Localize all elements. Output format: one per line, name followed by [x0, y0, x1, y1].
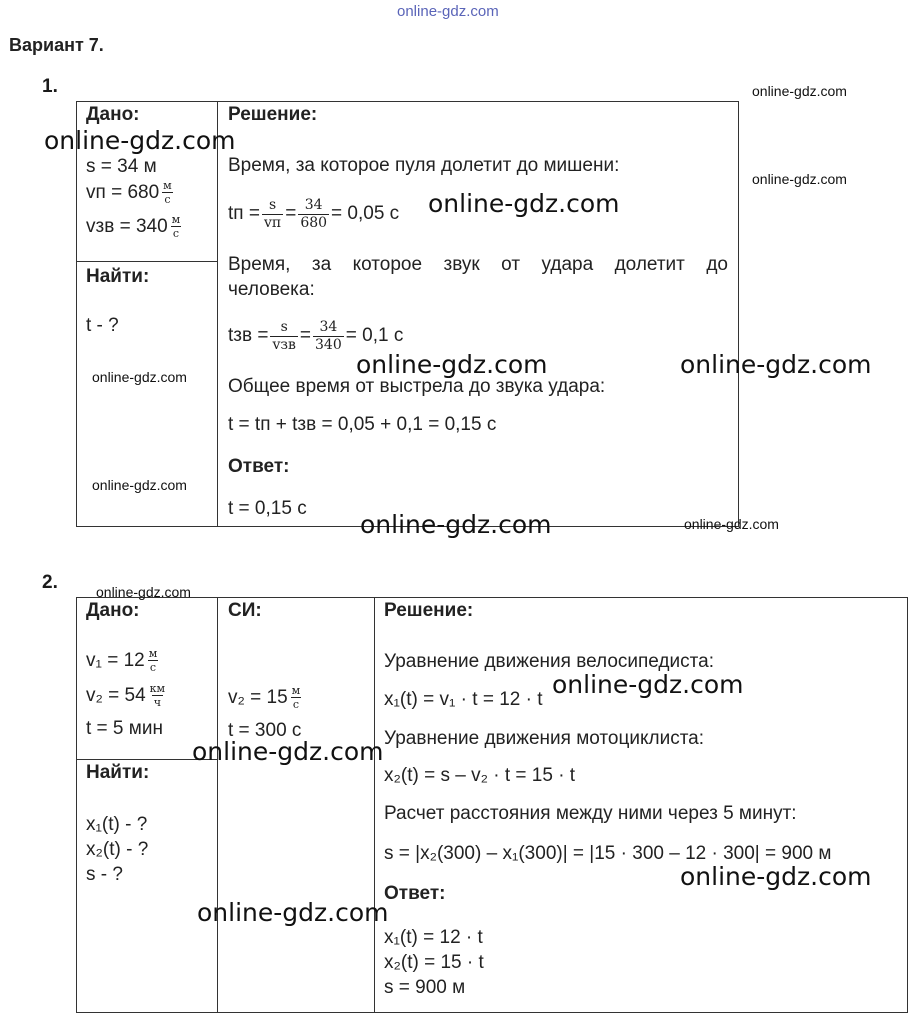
p2-si-t: t = 300 с: [228, 720, 302, 741]
p1-find-label: Найти:: [86, 266, 150, 287]
eq-rhs: = 0,1 с: [345, 325, 404, 346]
unit-den: с: [164, 193, 171, 206]
p2-answer-2: x₂(t) = 15 · t: [384, 952, 484, 973]
p1-given-vp-value: vп = 680: [86, 181, 160, 203]
p2-given-v1-value: v₁ = 12: [86, 649, 145, 671]
unit-den: ч: [153, 696, 162, 709]
watermark: online-gdz.com: [680, 350, 872, 379]
p2-given-v2: [86, 683, 169, 708]
p2-given-v2-unit: [148, 683, 167, 708]
watermark: online-gdz.com: [197, 898, 389, 927]
unit-num: км: [149, 682, 166, 695]
watermark: online-gdz.com: [44, 126, 236, 155]
p2-eq-1: x₁(t) = v₁ · t = 12 · t: [384, 689, 543, 710]
watermark: online-gdz.com: [96, 584, 191, 600]
p1-find: t - ?: [86, 315, 119, 336]
p2-solution-label: Решение:: [384, 600, 474, 621]
problem-1-number: 1.: [42, 76, 58, 97]
p2-given-v1: [86, 648, 161, 673]
unit-den: с: [292, 698, 300, 711]
num: s: [280, 318, 288, 335]
p1-given-vzv-unit: [170, 214, 183, 239]
p2-find-label: Найти:: [86, 762, 150, 783]
fraction: [270, 320, 297, 353]
p1-line-3: Общее время от выстрела до звука удара:: [228, 376, 606, 397]
p1-answer: t = 0,15 с: [228, 498, 307, 519]
den: 340: [315, 336, 342, 353]
p2-line-2: Уравнение движения мотоциклиста:: [384, 728, 705, 749]
variant-title: Вариант 7.: [9, 35, 104, 55]
p2-si-v2-value: v₂ = 15: [228, 686, 288, 708]
p1-given-vzv-value: vзв = 340: [86, 215, 168, 237]
p2-si-v2-unit: [290, 685, 303, 710]
p2-si-v2: [228, 685, 304, 710]
p2-given-label: Дано:: [86, 600, 140, 621]
watermark: online-gdz.com: [356, 350, 548, 379]
p2-answer-1: x₁(t) = 12 · t: [384, 927, 483, 948]
p1-eq-1: [228, 192, 399, 236]
p2-given-v1-unit: [147, 648, 160, 673]
watermark: online-gdz.com: [752, 171, 847, 187]
p2-eq-2: x₂(t) = s – v₂ · t = 15 · t: [384, 765, 576, 786]
p2-answer-label: Ответ:: [384, 883, 446, 904]
unit-num: м: [163, 179, 172, 192]
watermark: online-gdz.com: [92, 477, 187, 493]
problem-2-col-divider-2: [374, 597, 375, 1013]
p2-answer-3: s = 900 м: [384, 977, 466, 998]
watermark: online-gdz.com: [680, 862, 872, 891]
den: 680: [300, 214, 328, 231]
fraction: [298, 198, 329, 231]
eq-sign: =: [285, 203, 297, 224]
eq-rhs: = 0,05 с: [331, 203, 400, 224]
num: 34: [304, 196, 323, 213]
fraction: [313, 320, 344, 353]
p1-line-2a-text: Время, за которое звук от удара долетит до: [228, 254, 728, 275]
unit-num: м: [171, 213, 181, 226]
p1-given-vp: [86, 180, 176, 205]
p2-line-1: Уравнение движения велосипедиста:: [384, 651, 714, 672]
p1-eq-3: t = tп + tзв = 0,05 + 0,1 = 0,15 с: [228, 414, 497, 435]
p1-line-1: Время, за которое пуля долетит до мишени:: [228, 155, 620, 176]
p2-given-t: t = 5 мин: [86, 718, 163, 739]
problem-1-col-divider: [217, 101, 218, 527]
unit-den: с: [149, 661, 157, 674]
problem-1-row-divider: [76, 261, 218, 262]
eq-lhs: tп =: [228, 203, 260, 224]
site-label-top: online-gdz.com: [397, 3, 499, 20]
p2-find-2: x₂(t) - ?: [86, 839, 149, 860]
p1-given-vp-unit: [161, 180, 174, 205]
unit-num: м: [148, 647, 158, 660]
watermark: online-gdz.com: [192, 737, 384, 766]
p1-answer-label: Ответ:: [228, 456, 290, 477]
watermark: online-gdz.com: [752, 83, 847, 99]
watermark: online-gdz.com: [428, 189, 620, 218]
eq-lhs: tзв =: [228, 325, 269, 346]
fraction: [262, 198, 283, 231]
watermark: online-gdz.com: [92, 369, 187, 385]
p2-si-label: СИ:: [228, 600, 262, 621]
p1-solution-label: Решение:: [228, 104, 318, 125]
p1-given-s: s = 34 м: [86, 156, 157, 177]
p2-find-1: x₁(t) - ?: [86, 814, 148, 835]
p2-eq-3: s = |x₂(300) – x₁(300)| = |15 · 300 – 12 · 300| = 900 м: [384, 843, 832, 864]
p2-given-v2-value: v₂ = 54: [86, 684, 146, 706]
watermark: online-gdz.com: [552, 670, 744, 699]
p1-given-label: Дано:: [86, 104, 140, 125]
p1-line-2b: человека:: [228, 279, 315, 300]
den: vп: [263, 214, 282, 231]
unit-num: м: [291, 684, 301, 697]
num: 34: [319, 318, 338, 335]
p2-line-3: Расчет расстояния между ними через 5 минут:: [384, 803, 797, 824]
p1-given-vzv: [86, 214, 184, 239]
problem-2-col-divider-1: [217, 597, 218, 1013]
watermark: online-gdz.com: [684, 516, 779, 532]
num: s: [268, 196, 277, 213]
eq-sign: =: [299, 325, 312, 346]
p1-line-2a: [228, 254, 728, 276]
problem-2-number: 2.: [42, 572, 58, 593]
watermark: online-gdz.com: [360, 510, 552, 539]
den: vзв: [272, 336, 296, 353]
p2-find-3: s - ?: [86, 864, 123, 885]
unit-den: с: [172, 227, 180, 240]
